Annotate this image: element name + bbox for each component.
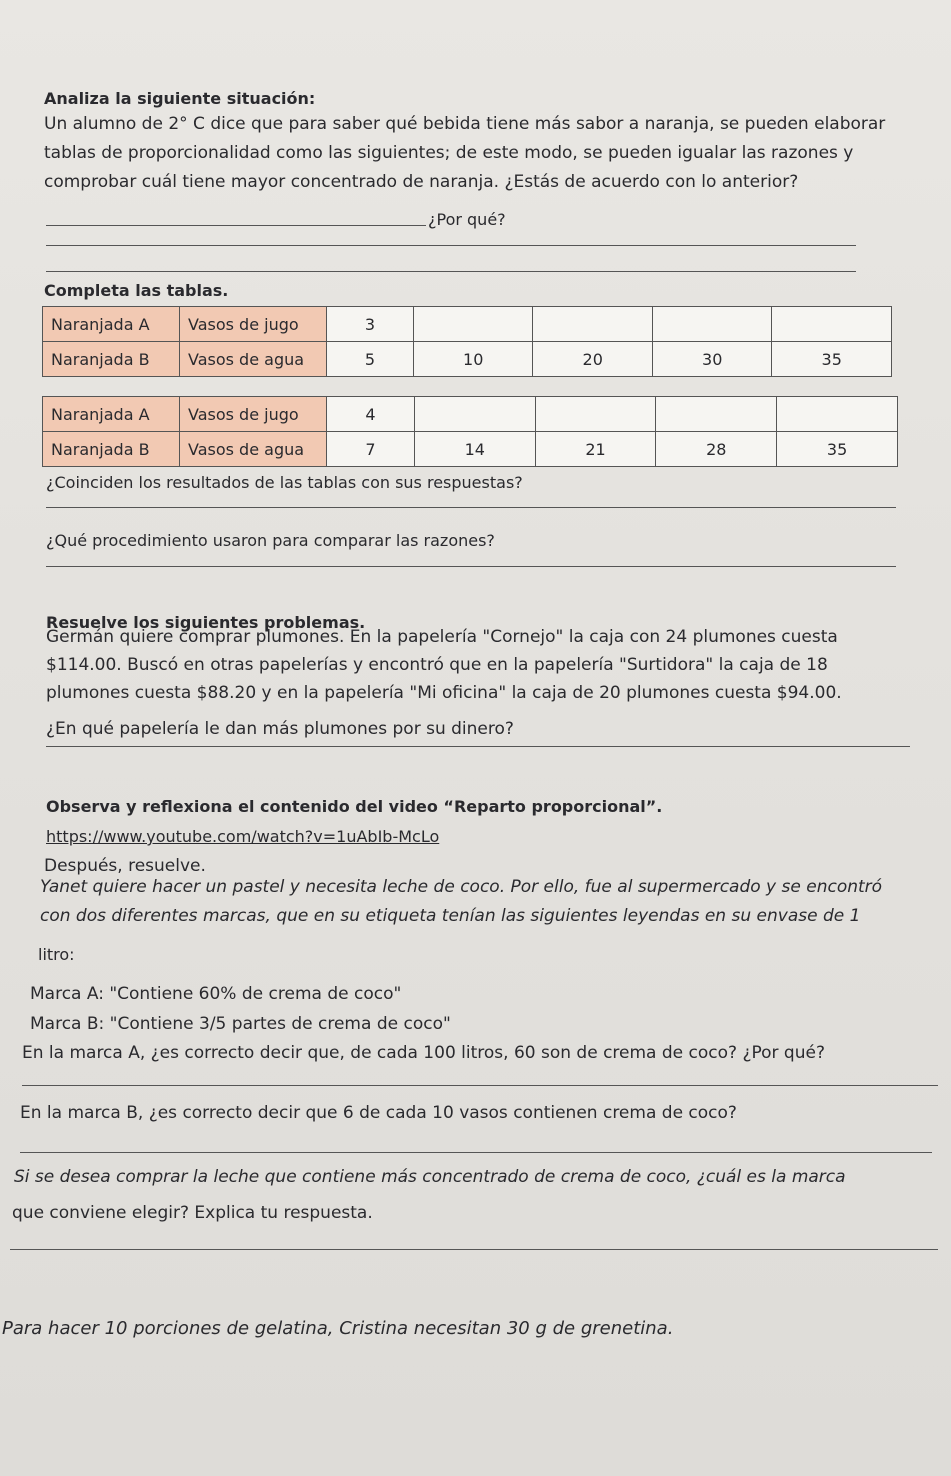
- table-row: [43, 432, 898, 467]
- table-cell[interactable]: [772, 307, 892, 342]
- table-row: [43, 397, 898, 432]
- proportion-table-1: [42, 306, 892, 377]
- table-cell[interactable]: 7: [327, 432, 415, 467]
- row-label-b: Vasos de agua: [180, 432, 327, 467]
- answer-line: [46, 271, 856, 272]
- problem-line-2: $114.00. Buscó en otras papelerías y encontró que en la papelería "Surtidora" la caja de 18: [46, 655, 828, 675]
- table-cell[interactable]: [533, 307, 653, 342]
- table-cell[interactable]: [656, 397, 777, 432]
- table-cell[interactable]: [535, 397, 656, 432]
- answer-line: [10, 1249, 938, 1250]
- why-prompt: ¿Por qué?: [428, 210, 506, 229]
- problem-question: ¿En qué papelería le dan más plumones por su dinero?: [46, 719, 514, 739]
- answer-line: [46, 225, 426, 226]
- video-then: Después, resuelve.: [44, 856, 206, 876]
- problem-line-1: Germán quiere comprar plumones. En la papelería "Cornejo" la caja con 24 plumones cuesta: [46, 627, 838, 647]
- table-cell[interactable]: [652, 307, 772, 342]
- proportion-table-2: [42, 396, 898, 467]
- table-cell[interactable]: 10: [413, 342, 533, 377]
- brand-a: Marca A: "Contiene 60% de crema de coco": [30, 984, 402, 1004]
- table-cell[interactable]: 35: [777, 432, 898, 467]
- video-link[interactable]: https://www.youtube.com/watch?v=1uAbIb-McLo: [46, 827, 440, 846]
- row-label-a: Naranjada A: [43, 307, 180, 342]
- row-label-b: Vasos de agua: [180, 342, 327, 377]
- answer-line: [20, 1152, 932, 1153]
- table-cell[interactable]: 35: [772, 342, 892, 377]
- table-cell[interactable]: 5: [327, 342, 414, 377]
- video-line-1: Yanet quiere hacer un pastel y necesita leche de coco. Por ello, fue al supermercado y se encontró: [40, 877, 883, 897]
- table-row: [43, 342, 892, 377]
- intro-line-3: comprobar cuál tiene mayor concentrado de naranja. ¿Estás de acuerdo con lo anterior?: [44, 172, 799, 192]
- row-label-a: Naranjada B: [43, 342, 180, 377]
- table-cell[interactable]: 3: [327, 307, 414, 342]
- intro-line-2: tablas de proporcionalidad como las siguientes; de este modo, se pueden igualar las razones y: [44, 143, 854, 163]
- video-question-3-line-2: que conviene elegir? Explica tu respuesta.: [12, 1203, 373, 1223]
- table-cell[interactable]: 14: [414, 432, 535, 467]
- table-cell[interactable]: 4: [327, 397, 415, 432]
- table-row: [43, 307, 892, 342]
- table-cell[interactable]: [413, 307, 533, 342]
- row-label-b: Vasos de jugo: [180, 397, 327, 432]
- row-label-b: Vasos de jugo: [180, 307, 327, 342]
- answer-line: [46, 245, 856, 246]
- answer-line: [22, 1085, 938, 1086]
- video-heading: Observa y reflexiona el contenido del video “Reparto proporcional”.: [46, 797, 663, 816]
- table-cell[interactable]: [414, 397, 535, 432]
- intro-line-1: Un alumno de 2° C dice que para saber qué bebida tiene más sabor a naranja, se pueden elaborar: [44, 114, 886, 134]
- table-cell[interactable]: 28: [656, 432, 777, 467]
- video-question-2: En la marca B, ¿es correcto decir que 6 de cada 10 vasos contienen crema de coco?: [20, 1103, 737, 1123]
- row-label-a: Naranjada B: [43, 432, 180, 467]
- gelatin-problem: Para hacer 10 porciones de gelatina, Cristina necesitan 30 g de grenetina.: [2, 1318, 674, 1339]
- table-cell[interactable]: 21: [535, 432, 656, 467]
- tables-question-2: ¿Qué procedimiento usaron para comparar las razones?: [46, 531, 495, 550]
- row-label-a: Naranjada A: [43, 397, 180, 432]
- table-cell[interactable]: 20: [533, 342, 653, 377]
- problems-heading: Resuelve los siguientes problemas.: [46, 613, 366, 632]
- tables-heading: Completa las tablas.: [44, 281, 229, 300]
- video-line-2: con dos diferentes marcas, que en su etiqueta tenían las siguientes leyendas en su envase de 1: [40, 906, 861, 926]
- video-line-3: litro:: [38, 945, 75, 964]
- brand-b: Marca B: "Contiene 3/5 partes de crema de coco": [30, 1014, 451, 1034]
- tables-question-1: ¿Coinciden los resultados de las tablas con sus respuestas?: [46, 473, 523, 492]
- problem-line-3: plumones cuesta $88.20 y en la papelería "Mi oficina" la caja de 20 plumones cuesta $94.00.: [46, 683, 842, 703]
- answer-line: [46, 566, 896, 567]
- table-cell[interactable]: [777, 397, 898, 432]
- answer-line: [46, 746, 910, 747]
- answer-line: [46, 507, 896, 508]
- table-cell[interactable]: 30: [652, 342, 772, 377]
- video-question-1: En la marca A, ¿es correcto decir que, de cada 100 litros, 60 son de crema de coco? ¿Por qué?: [22, 1043, 825, 1063]
- intro-heading: Analiza la siguiente situación:: [44, 89, 316, 108]
- video-question-3-line-1: Si se desea comprar la leche que contiene más concentrado de crema de coco, ¿cuál es la marca: [14, 1167, 846, 1187]
